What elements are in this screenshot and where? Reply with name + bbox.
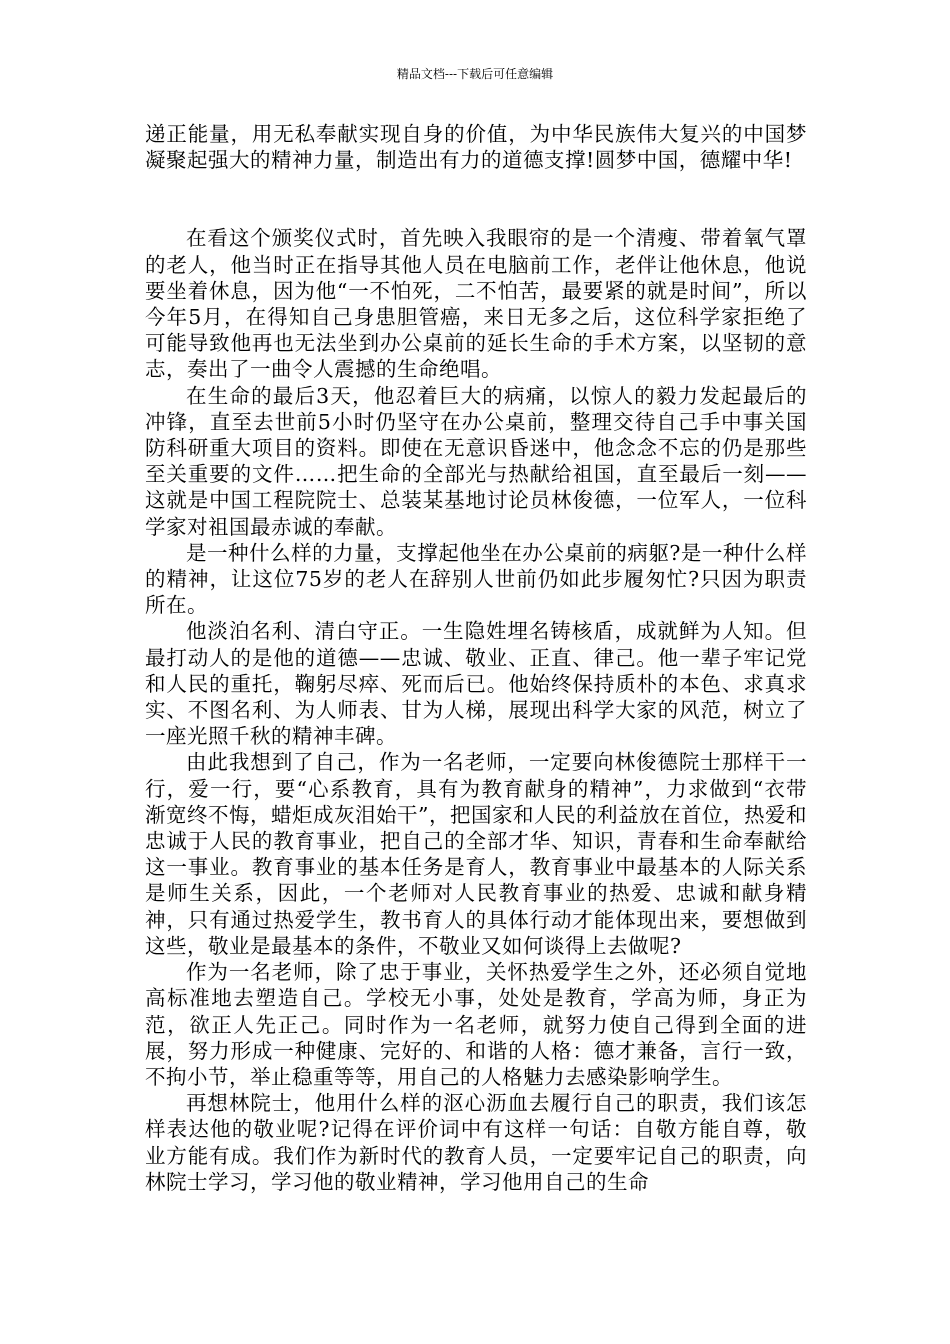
paragraph-gap (145, 173, 807, 225)
document-body (145, 121, 807, 1195)
paragraph-4: 是一种什么样的力量，支撑起他坐在办公桌前的病躯?是一种什么样的精神，让这位75岁的老人在辞别人世前仍如此步履匆忙?只因为职责所在。 (145, 540, 807, 618)
paragraph-6: 由此我想到了自己，作为一名老师，一定要向林俊德院士那样干一行，爱一行，要“心系教育，具有为教育献身的精神”，力求做到“衣带渐宽终不悔，蜡炬成灰泪始干”，把国家和人民的利益放在首位，热爱和忠诚于人民的教育事业，把自己的全部才华、知识，青春和生命奉献给这一事业。教育事业的基本任务是育人，教育事业中最基本的人际关系是师生关系，因此，一个老师对人民教育事业的热爱、忠诚和献身精神，只有通过热爱学生，教书育人的具体行动才能体现出来，要想做到这些，敬业是最基本的条件，不敬业又如何谈得上去做呢? (145, 750, 807, 958)
paragraph-1: 递正能量，用无私奉献实现自身的价值，为中华民族伟大复兴的中国梦凝聚起强大的精神力量，制造出有力的道德支撑!圆梦中国，德耀中华! (145, 122, 807, 173)
paragraph-5: 他淡泊名利、清白守正。一生隐姓埋名铸核盾，成就鲜为人知。但最打动人的是他的道德——忠诚、敬业、正直、律己。他一辈子牢记党和人民的重托，鞠躬尽瘁、死而后已。他始终保持质朴的本色、求真求实、不图名利、为人师表、甘为人梯，展现出科学大家的风范，树立了一座光照千秋的精神丰碑。 (145, 619, 807, 749)
paragraph-8: 再想林院士，他用什么样的沤心沥血去履行自己的职责，我们该怎样表达他的敬业呢?记得在评价词中有这样一句话：自敬方能自尊，敬业方能有成。我们作为新时代的教育人员，一定要牢记自己的职责，向林院士学习，学习他的敬业精神，学习他用自己的生命 (145, 1091, 807, 1194)
paragraph-7: 作为一名老师，除了忠于事业，关怀热爱学生之外，还必须自觉地高标准地去塑造自己。学校无小事，处处是教育，学高为师，身正为范，欲正人先正己。同时作为一名老师，就努力使自己得到全面的进展，努力形成一种健康、完好的、和谐的人格：德才兼备，言行一致，不拘小节，举止稳重等等，用自己的人格魅力去感染影响学生。 (145, 960, 807, 1089)
paragraph-2: 在看这个颁奖仪式时，首先映入我眼帘的是一个清瘦、带着氧气罩的老人，他当时正在指导其他人员在电脑前工作，老伴让他休息，他说要坐着休息，因为他“一不怕死，二不怕苦，最要紧的就是时间”，所以今年5月，在得知自己身患胆管癌，来日无多之后，这位科学家拒绝了可能导致他再也无法坐到办公桌前的延长生命的手术方案，以坚韧的意志，奏出了一曲令人震撼的生命绝唱。 (145, 226, 807, 382)
paragraph-3: 在生命的最后3天，他忍着巨大的病痛，以惊人的毅力发起最后的冲锋，直至去世前5小时仍坚守在办公桌前，整理交待自己手中事关国防科研重大项目的资料。即使在无意识昏迷中，他念念不忘的仍是那些至关重要的文件……把生命的全部光与热献给祖国，直至最后一刻——这就是中国工程院院士、总装某基地讨论员林俊德，一位军人，一位科学家对祖国最赤诚的奉献。 (145, 383, 807, 539)
page-header: 精品文档---下载后可任意编辑 (396, 67, 554, 81)
